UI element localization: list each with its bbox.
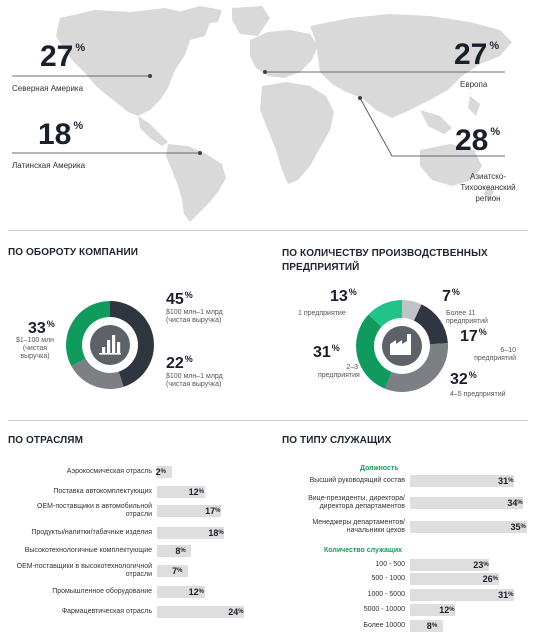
headcount-row-4-value: 8%	[426, 621, 438, 631]
plants-title: ПО КОЛИЧЕСТВУ ПРОИЗВОДСТВЕННЫХ ПРЕДПРИЯТИЙ	[282, 248, 488, 273]
position-row-1-value: 34%	[507, 498, 523, 508]
position-row-1-label: Вице-президенты, директора/директора департаментов	[308, 494, 405, 510]
headcount-row-4-label: Более 10000	[363, 621, 405, 629]
group-headcount-heading: Количество служащих	[324, 547, 403, 554]
plants-31-label: 2–3 предприятия	[318, 364, 360, 380]
region-na-value: 27	[40, 40, 74, 73]
turnover-45-pct: %	[184, 290, 193, 300]
industry-row-7-value: 24%	[228, 607, 244, 617]
headcount-row-0-label: 100 - 500	[375, 560, 405, 568]
turnover-45-value: 45	[166, 291, 184, 308]
plants-7-pct: %	[451, 287, 460, 297]
plants-17-value: 17	[460, 328, 478, 345]
turnover-45-label: $100 млн–1 млрд (чистая выручка)	[166, 309, 223, 325]
plants-7-label: Более 11 предприятий	[446, 310, 488, 326]
plants-13-value: 13	[330, 288, 348, 305]
plants-32-pct: %	[468, 370, 477, 380]
plants-13-pct: %	[348, 287, 357, 297]
turnover-22-value: 22	[166, 355, 184, 372]
region-la-label: Латинская Америка	[12, 161, 86, 170]
headcount-row-3-label: 5000 - 10000	[363, 605, 405, 613]
region-na-pct: %	[75, 42, 86, 54]
plants-13-label: 1 предприятие	[298, 310, 346, 317]
headcount-row-1-label: 500 - 1000	[371, 574, 405, 582]
industry-row-1-label: Поставка автокомплектующих	[53, 487, 152, 495]
plants-32-value: 32	[450, 371, 468, 388]
industry-row-4-label: Высокотехнологичные комплектующие	[24, 546, 152, 554]
plants-32-label: 4–5 предприятий	[450, 391, 506, 398]
industry-row-0-value: 2%	[155, 467, 166, 477]
industry-row-3-label: Продукты/напитки/табачные изделия	[31, 528, 152, 536]
turnover-title: ПО ОБОРОТУ КОМПАНИИ	[8, 247, 139, 258]
turnover-33-pct: %	[46, 319, 55, 329]
plants-31-value: 31	[313, 344, 331, 361]
industry-row-2-value: 17%	[205, 506, 221, 516]
industry-row-5-label: OEM-поставщики в высокотехнологичной отрасли	[16, 562, 152, 578]
plants-17-pct: %	[478, 327, 487, 337]
region-la-value: 18	[38, 118, 72, 151]
region-ap-pct: %	[490, 126, 501, 138]
position-row-2-value: 35%	[510, 522, 526, 532]
industry-row-3-value: 18%	[208, 528, 224, 538]
region-la-pct: %	[73, 120, 84, 132]
industry-row-6-label: Промышленное оборудование	[52, 587, 152, 595]
plants-31-pct: %	[331, 343, 340, 353]
turnover-22-pct: %	[184, 354, 193, 364]
industry-row-1-value: 12%	[188, 487, 204, 497]
region-ap-value: 28	[455, 124, 489, 157]
headcount-row-1-value: 26%	[482, 574, 498, 584]
region-ap-label: Азиатско-Тихоокеанский регион	[460, 172, 516, 203]
position-row-1-bar	[410, 497, 523, 509]
headcount-row-0-value: 23%	[473, 560, 489, 570]
industry-row-6-value: 12%	[188, 587, 204, 597]
industry-row-4-value: 8%	[175, 546, 186, 556]
plants-17-label: 6–10 предприятий	[474, 347, 516, 363]
position-row-2-label: Менеджеры департаментов/ начальники цехов	[312, 518, 405, 534]
turnover-22-label: $100 млн–1 млрд (чистая выручка)	[166, 373, 223, 389]
region-eu-pct: %	[489, 40, 500, 52]
turnover-33-label: $1–100 млн (чистая выручка)	[15, 337, 55, 361]
headcount-row-3-value: 12%	[439, 605, 455, 615]
region-na-label: Северная Америка	[12, 84, 84, 93]
headcount-row-2-value: 31%	[498, 590, 514, 600]
position-row-0-label: Высший руководящий состав	[309, 476, 405, 484]
region-eu-label: Европа	[460, 80, 488, 89]
turnover-33-value: 33	[28, 320, 46, 337]
industry-row-0-label: Аэрокосмическая отрасль	[66, 467, 152, 475]
headcount-row-2-label: 1000 - 5000	[367, 590, 405, 598]
industry-row-5-value: 7%	[172, 566, 183, 576]
plants-7-value: 7	[442, 288, 451, 305]
position-row-2-bar	[410, 521, 527, 533]
region-eu-value: 27	[454, 38, 488, 71]
industries-title: ПО ОТРАСЛЯМ	[8, 435, 84, 446]
group-position-heading: Должность	[360, 465, 399, 472]
position-row-0-value: 31%	[498, 476, 514, 486]
employees-title: ПО ТИПУ СЛУЖАЩИХ	[282, 435, 392, 446]
industry-row-7-label: Фармацевтическая отрасль	[61, 607, 152, 615]
industry-row-2-label: OEM-поставщики в автомобильной отрасли	[37, 502, 152, 518]
